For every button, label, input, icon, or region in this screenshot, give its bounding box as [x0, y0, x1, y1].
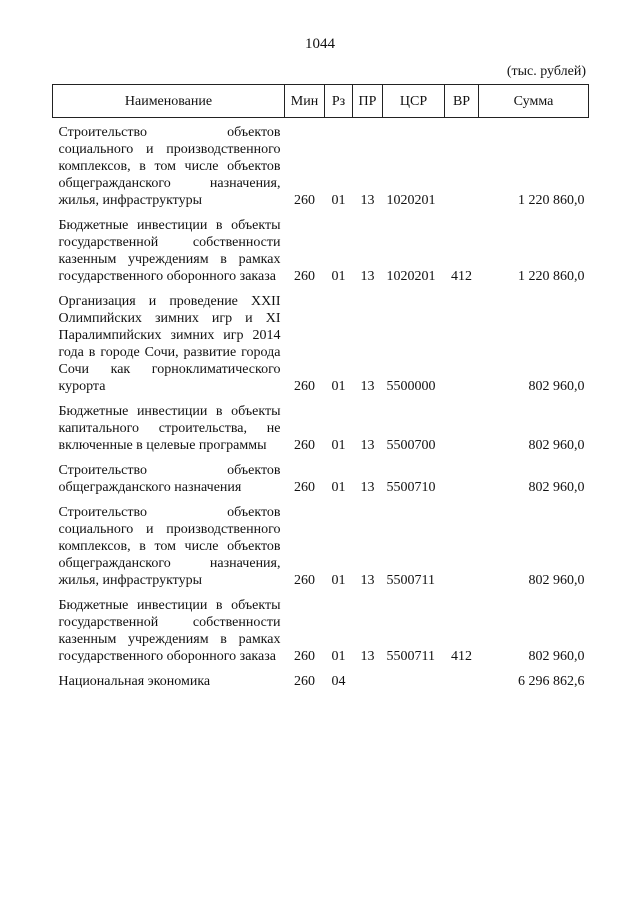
row-min: 260 [294, 438, 315, 453]
header-vr: ВР [445, 85, 479, 118]
table-row [53, 498, 589, 591]
row-sum: 802 960,0 [528, 438, 585, 453]
table-header-row [53, 85, 589, 118]
row-rz: 01 [331, 480, 346, 495]
table-row [53, 211, 589, 287]
row-pr: 13 [360, 193, 375, 208]
row-name: Строительство объектов социального и производственного комплексов, в том числе объектов общегражданского назначения, жилья, инфраструктуры [58, 125, 281, 208]
row-rz: 01 [331, 573, 346, 588]
header-csr: ЦСР [383, 85, 445, 118]
row-csr: 1020201 [386, 193, 436, 208]
row-rz: 01 [331, 193, 346, 208]
budget-table [52, 84, 589, 692]
row-name: Бюджетные инвестиции в объекты капитального строительства, не включенные в целевые программы [58, 404, 281, 453]
row-pr: 13 [360, 438, 375, 453]
row-vr [445, 287, 479, 397]
row-vr [445, 118, 479, 212]
row-name: Строительство объектов социального и производственного комплексов, в том числе объектов общегражданского назначения, жилья, инфраструктуры [58, 505, 281, 588]
table-row [53, 591, 589, 667]
row-csr: 1020201 [386, 269, 436, 284]
row-min: 260 [294, 480, 315, 495]
row-vr: 412 [451, 649, 472, 664]
row-sum: 1 220 860,0 [518, 193, 585, 208]
row-rz: 01 [331, 269, 346, 284]
row-vr [445, 498, 479, 591]
row-min: 260 [294, 674, 315, 689]
header-sum: Сумма [479, 85, 589, 118]
row-vr [445, 667, 479, 692]
row-sum: 1 220 860,0 [518, 269, 585, 284]
row-min: 260 [294, 379, 315, 394]
row-min: 260 [294, 573, 315, 588]
header-rz: Рз [325, 85, 353, 118]
header-pr: ПР [353, 85, 383, 118]
row-sum: 802 960,0 [528, 649, 585, 664]
row-min: 260 [294, 193, 315, 208]
row-min: 260 [294, 269, 315, 284]
row-name: Национальная экономика [58, 674, 211, 689]
row-csr [383, 667, 445, 692]
row-sum: 802 960,0 [528, 379, 585, 394]
row-pr: 13 [360, 573, 375, 588]
row-csr: 5500711 [386, 649, 435, 664]
units-label: (тыс. рублей) [506, 64, 586, 79]
table-row [53, 287, 589, 397]
row-sum: 6 296 862,6 [518, 674, 585, 689]
row-pr: 13 [360, 649, 375, 664]
row-vr: 412 [451, 269, 472, 284]
row-pr: 13 [360, 269, 375, 284]
row-sum: 802 960,0 [528, 480, 585, 495]
table-row [53, 118, 589, 212]
row-sum: 802 960,0 [528, 573, 585, 588]
row-csr: 5500700 [386, 438, 436, 453]
row-name: Организация и проведение XXII Олимпийских зимних игр и XI Паралимпийских зимних игр 2014 года в городе Сочи, развитие города Сочи как горноклиматического курорта [58, 294, 281, 394]
header-name: Наименование [53, 85, 285, 118]
table-row [53, 456, 589, 498]
row-name: Бюджетные инвестиции в объекты государственной собственности казенным учреждениям в рамках государственного оборонного заказа [58, 218, 281, 284]
row-rz: 01 [331, 379, 346, 394]
header-min: Мин [285, 85, 325, 118]
row-csr: 5500710 [386, 480, 436, 495]
row-vr [445, 456, 479, 498]
row-rz: 01 [331, 649, 346, 664]
table-row [53, 667, 589, 692]
row-name: Бюджетные инвестиции в объекты государственной собственности казенным учреждениям в рамках государственного оборонного заказа [58, 598, 281, 664]
table-row [53, 397, 589, 456]
row-pr [353, 667, 383, 692]
row-vr [445, 397, 479, 456]
row-rz: 04 [331, 674, 346, 689]
row-name: Строительство объектов общегражданского назначения [58, 463, 281, 495]
page-number: 1044 [305, 36, 335, 52]
row-rz: 01 [331, 438, 346, 453]
row-pr: 13 [360, 480, 375, 495]
row-csr: 5500000 [386, 379, 436, 394]
row-csr: 5500711 [386, 573, 435, 588]
row-pr: 13 [360, 379, 375, 394]
row-min: 260 [294, 649, 315, 664]
